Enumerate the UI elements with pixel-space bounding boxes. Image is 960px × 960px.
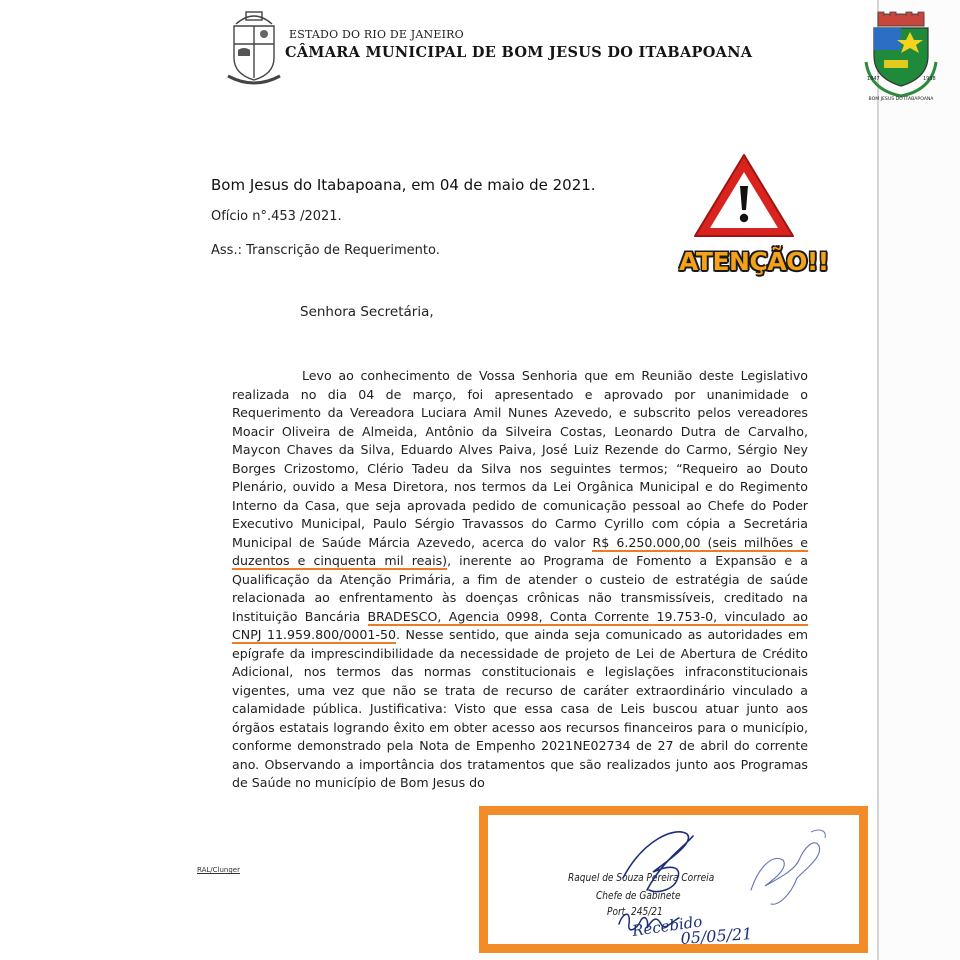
signer-role: Chefe de Gabinete [596, 890, 681, 902]
letter-date: Bom Jesus do Itabapoana, em 04 de maio de 2021. [211, 176, 596, 194]
highlighted-bank-account: BRADESCO, Agencia 0998, Conta Corrente 19.753-0, vinculado ao CNPJ 11.959.800/0001-50 [232, 608, 808, 642]
signer-port: Port. 245/21 [607, 906, 663, 918]
received-note: Recebido [631, 912, 704, 940]
highlighted-amount: R$ 6.250.000,00 (seis milhões e duzentos e cinquenta mil reais) [232, 534, 808, 568]
received-date: 05/05/21 [679, 924, 753, 948]
office-number: Ofício n°.453 /2021. [211, 209, 342, 224]
handwritten-signature-icon [583, 820, 859, 950]
header-state: ESTADO DO RIO DE JANEIRO [289, 28, 464, 41]
crest-year-right: 1938 [923, 76, 936, 82]
letter-body [232, 367, 808, 793]
typist-initials: RAL/Clunger [197, 866, 240, 874]
page-margin-shade [879, 0, 960, 960]
letter-subject: Ass.: Transcrição de Requerimento. [211, 243, 440, 258]
body-text-part1: Levo ao conhecimento de Vossa Senhoria que em Reunião deste Legislativo realizada no dia 04 de março, foi apresentado e aprovado por unanimidade o Requerimento da Vereadora Luciara Amil Nunes Azevedo, e subscrito pelos vereadores Moacir Oliveira de Almeida, Antônio da Silveira Costas, Leonardo Dutra de Carvalho, Maycon Chaves da Silva, Eduardo Alves Paiva, José Luiz Rezende do Carmo, Sérgio Ney Borges Crizostomo, Clério Tadeu da Silva nos seguintes termos; “Requeiro ao Douto Plenário, ouvido a Mesa Diretora, nos termos da Lei Orgânica Municipal e do Regimento Interno da Casa, que seja aprovada pedido de comunicação pessoal ao Chefe do Poder Executivo Municipal, Paulo Sérgio Travassos do Carmo Cyrillo com cópia a Secretária Municipal de Saúde Márcia Azevedo, acerca do valor [232, 368, 808, 550]
header-chamber-name: CÂMARA MUNICIPAL DE BOM JESUS DO ITABAPOANA [285, 44, 753, 61]
body-paragraph [232, 367, 808, 793]
crest-year-left: 1847 [867, 76, 880, 82]
warning-label: ATENÇÃO!! [679, 247, 829, 276]
chamber-seal-icon [226, 6, 282, 88]
crest-ribbon-text: BOM JESUS DO ITABAPOANA [868, 97, 934, 102]
salutation: Senhora Secretária, [300, 304, 434, 320]
warning-triangle-icon [692, 152, 796, 240]
page-edge [877, 0, 879, 960]
signer-name: Raquel de Souza Pereira Correia [568, 872, 715, 884]
body-text-part2: , inerente ao Programa de Fomento a Expansão e a Qualificação da Atenção Primária, a fim de atender o custeio de estratégia de saúde relacionada ao enfrentamento às doenças crônicas não transmissíveis, creditado na Instituição Bancária [232, 553, 808, 624]
body-text-part3: . Nesse sentido, que ainda seja comunicado as autoridades em epígrafe da imprescindibilidade da necessidade de projeto de Lei de Abertura de Crédito Adicional, nos termos das normas constitucionais e legislações infraconstitucionais vigentes, uma vez que não se trata de recurso de caráter extraordinário vinculado a calamidade pública. Justificativa: Visto que essa casa de Leis buscou atuar junto aos órgãos estatais logrando êxito em obter acesso aos recursos financeiros para o município, conforme demonstrado pela Nota de Empenho 2021NE02734 de 27 de abril do corrente ano. Observando a importância dos tratamentos que são realizados junto aos Programas de Saúde no município de Bom Jesus do [232, 627, 808, 790]
municipal-crest-icon [862, 10, 940, 102]
